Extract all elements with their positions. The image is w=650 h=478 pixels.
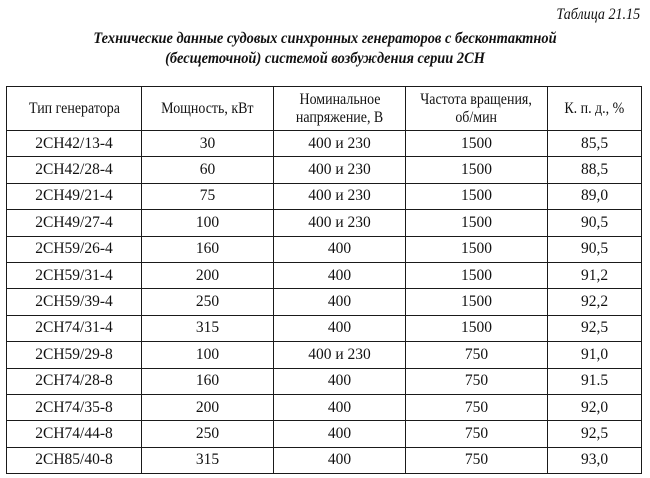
cell-type: 2СН49/21-4 [7,183,142,209]
cell-speed: 1500 [406,289,548,315]
cell-efficiency: 92,0 [548,394,642,420]
header-voltage: Номинальное напряжение, В [274,87,406,131]
table-row [7,447,642,473]
cell-type: 2СН42/13-4 [7,131,142,157]
cell-voltage: 400 и 230 [274,183,406,209]
cell-efficiency: 93,0 [548,447,642,473]
cell-speed: 750 [406,394,548,420]
cell-efficiency: 91.5 [548,368,642,394]
table-row [7,157,642,183]
cell-type: 2СН59/39-4 [7,289,142,315]
cell-voltage: 400 [274,394,406,420]
cell-speed: 750 [406,342,548,368]
cell-speed: 1500 [406,157,548,183]
cell-power: 30 [142,131,274,157]
cell-type: 2СН74/28-8 [7,368,142,394]
cell-voltage: 400 [274,368,406,394]
cell-voltage: 400 и 230 [274,131,406,157]
cell-power: 160 [142,236,274,262]
cell-efficiency: 91,0 [548,342,642,368]
cell-voltage: 400 [274,315,406,341]
cell-type: 2СН59/31-4 [7,262,142,288]
cell-voltage: 400 и 230 [274,342,406,368]
table-row [7,368,642,394]
table-row [7,262,642,288]
cell-power: 160 [142,368,274,394]
cell-voltage: 400 [274,421,406,447]
header-efficiency: К. п. д., % [548,87,642,131]
table-number: Таблица 21.15 [556,6,640,23]
table-caption [0,29,650,69]
cell-voltage: 400 [274,262,406,288]
cell-speed: 1500 [406,131,548,157]
cell-type: 2СН74/31-4 [7,315,142,341]
table-row [7,236,642,262]
header-row [7,87,642,131]
cell-efficiency: 92,5 [548,421,642,447]
table-row [7,315,642,341]
cell-speed: 750 [406,421,548,447]
cell-type: 2СН42/28-4 [7,157,142,183]
cell-efficiency: 92,5 [548,315,642,341]
cell-power: 315 [142,315,274,341]
cell-speed: 1500 [406,236,548,262]
cell-voltage: 400 [274,447,406,473]
cell-type: 2СН74/44-8 [7,421,142,447]
cell-efficiency: 85,5 [548,131,642,157]
cell-speed: 1500 [406,183,548,209]
cell-type: 2СН85/40-8 [7,447,142,473]
cell-efficiency: 89,0 [548,183,642,209]
cell-efficiency: 90,5 [548,236,642,262]
cell-power: 60 [142,157,274,183]
cell-power: 200 [142,262,274,288]
table-row [7,183,642,209]
cell-voltage: 400 [274,236,406,262]
cell-type: 2СН74/35-8 [7,394,142,420]
generator-specs-table [6,86,642,474]
table-row [7,289,642,315]
header-rotation-speed: Частота вращения, об/мин [406,87,548,131]
table-row [7,394,642,420]
header-power: Мощность, кВт [142,87,274,131]
cell-type: 2СН59/29-8 [7,342,142,368]
cell-type: 2СН59/26-4 [7,236,142,262]
cell-speed: 1500 [406,315,548,341]
cell-speed: 750 [406,368,548,394]
cell-speed: 1500 [406,262,548,288]
cell-power: 100 [142,210,274,236]
cell-efficiency: 88,5 [548,157,642,183]
cell-voltage: 400 и 230 [274,157,406,183]
header-generator-type: Тип генератора [7,87,142,131]
cell-power: 315 [142,447,274,473]
cell-power: 250 [142,421,274,447]
cell-power: 75 [142,183,274,209]
table-row [7,342,642,368]
table-row [7,210,642,236]
cell-efficiency: 92,2 [548,289,642,315]
cell-power: 250 [142,289,274,315]
cell-speed: 750 [406,447,548,473]
caption-line-2: (бесщеточной) системой возбуждения серии 2СН [165,50,485,67]
cell-voltage: 400 [274,289,406,315]
table-row [7,421,642,447]
caption-line-1: Технические данные судовых синхронных генераторов с бесконтактной [93,30,557,47]
cell-efficiency: 91,2 [548,262,642,288]
table-row [7,131,642,157]
cell-speed: 1500 [406,210,548,236]
cell-power: 200 [142,394,274,420]
cell-type: 2СН49/27-4 [7,210,142,236]
cell-efficiency: 90,5 [548,210,642,236]
cell-voltage: 400 и 230 [274,210,406,236]
cell-power: 100 [142,342,274,368]
